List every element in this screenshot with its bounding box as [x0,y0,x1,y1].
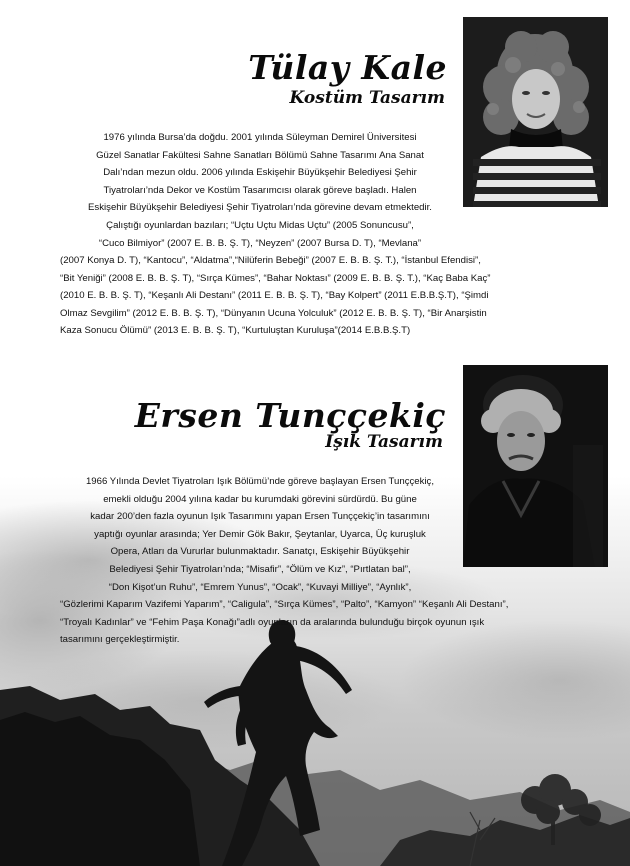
biography-line: yaptığı oyunlar arasında; Yer Demir Gök Bakır, Şeytanlar, Uyarca, Üç kuruşluk [94,528,426,540]
biography-line: Güzel Sanatlar Fakültesi Sahne Sanatları Bölümü Sahne Tasarımı Ana Sanat [96,149,424,161]
biography-line: “Bit Yeniği” (2008 E. B. B. Ş. T), “Sırça Kümes”, “Bahar Noktası” (2009 E. B. B. Ş. T.), “Kaç Baba Kaç” [60,272,491,284]
person-name-heading: Tülay Kale [248,48,447,87]
biography-text [60,129,460,252]
portrait-photo-tulay-kale [463,17,608,207]
biography-line: 1966 Yılında Devlet Tiyatroları Işık Bölümü’nde göreve başlayan Ersen Tunççekiç, [85,476,435,487]
biography-line: Belediyesi Şehir Tiyatroları’nda; “Misafir”, “Ölüm ve Kız”, “Pırtlatan bal”, [109,563,411,575]
person-role-subheading: Kostüm Tasarım [289,88,445,108]
biography-line: Çalıştığı oyunlardan bazıları; “Uçtu Uçtu Midas Uçtu” (2005 Sonuncusu”, [106,219,414,231]
portrait-photo-ersen-tunccekic [463,365,608,567]
biography-line: 1976 yılında Bursa’da doğdu. 2001 yılında Süleyman Demirel Üniversitesi [103,132,417,143]
biography-line: Eskişehir Büyükşehir Belediyesi Şehir Tiyatroları’nda görevine devam etmektedir. [88,202,432,214]
biography-text-wide [60,596,590,649]
biography-line: “Don Kişot’un Ruhu”, “Emrem Yunus”, “Ocak”, “Kuvayi Milliye”, “Aynlık”, [108,581,412,593]
biography-line: (2007 Konya D. T), “Kantocu”, “Aldatma”,“Nilüferin Bebeği” (2007 E. B. B. Ş. T.), “İstanbul Efendisi”, [60,255,481,266]
biography-line: (2010 E. B. B. Ş. T), “Keşanlı Ali Destanı” (2011 E. B. B. Ş. T), “Bay Kolpert” (2011 E.B.B.Ş.T), “Şimdi [60,290,489,302]
biography-line: “Gözlerimi Kaparım Vazifemi Yaparım”, “Caligula”, “Sırça Kümes”, “Palto”, “Kamyon” “Keşanlı Ali Destanı”, [60,599,509,610]
person-role-subheading: Işık Tasarım [325,432,443,452]
biography-line: kadar 200’den fazla oyunun Işık Tasarımını yapan Ersen Tunççekiç’in tasarımını [90,511,430,523]
biography-line: tasarımını gerçekleştirmiştir. [60,634,180,646]
biography-line: “Cuco Bilmiyor” (2007 E. B. B. Ş. T), “Neyzen” (2007 Bursa D. T), “Mevlana” [98,237,422,249]
biography-text-wide [60,252,590,340]
biography-line: Opera, Atları da Vururlar bulunmaktadır. Sanatçı, Eskişehir Büyükşehir [110,546,410,558]
biography-line: Olmaz Sevgilim” (2012 E. B. B. Ş. T), “Dünyanın Ucuna Yolculuk” (2012 E. B. B. Ş. T), “Bir Anarşistin [60,307,487,319]
biography-line: Tiyatroları’nda Dekor ve Kostüm Tasarımcısı olarak göreve başladı. Halen [103,184,417,196]
person-name-heading: Ersen Tunççekiç [134,396,446,435]
biography-text [60,473,460,596]
biography-line: Dalı’ndan mezun oldu. 2006 yılında Eskişehir Büyükşehir Belediyesi Şehir [103,167,417,179]
biography-line: emekli olduğu 2004 yılına kadar bu kurumdaki görevini sürdürdü. Bu güne [103,493,417,505]
biography-line: “Troyalı Kadınlar” ve “Fehim Paşa Konağı”adlı oyunların da aralarında bulunduğu birçok oyunun ışık [60,616,485,628]
biography-line: Kaza Sonucu Ölümü” (2013 E. B. B. Ş. T), “Kurtuluştan Kuruluşa”(2014 E.B.B.Ş.T) [60,325,411,337]
